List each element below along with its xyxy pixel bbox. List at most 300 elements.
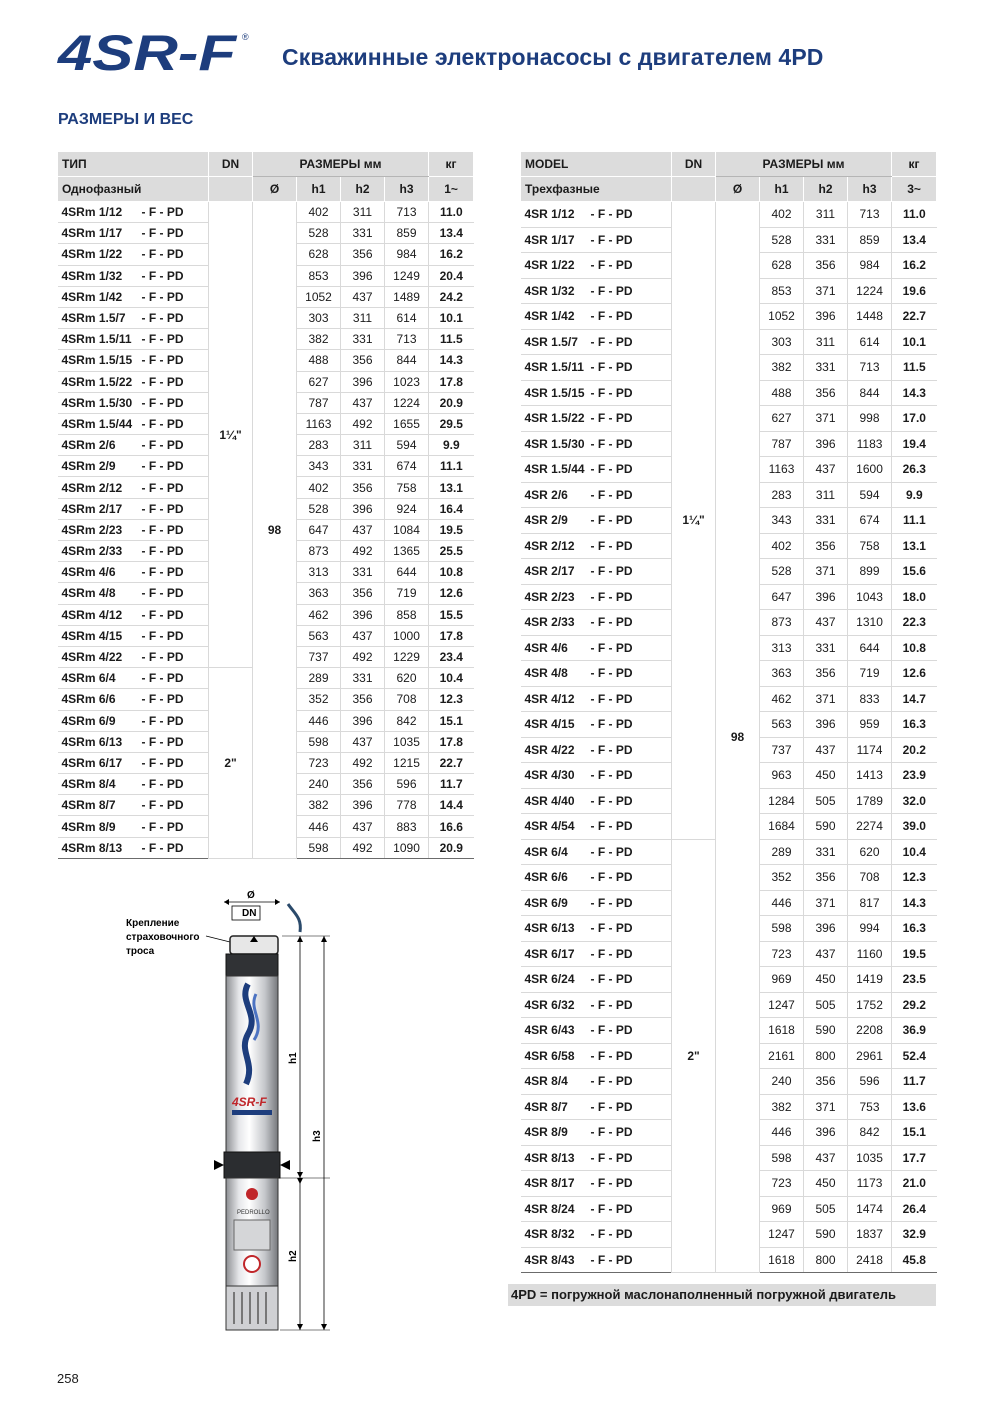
weight-cell: 16.3 — [892, 916, 937, 942]
model-name: 4SR 2/12 — [524, 538, 575, 553]
model-name: 4SRm 2/9 — [61, 459, 116, 474]
model-suffix: - F - PD — [590, 1023, 633, 1038]
model-suffix: - F - PD — [141, 840, 184, 855]
model-cell — [58, 752, 209, 773]
model-cell — [58, 435, 209, 456]
model-name: 4SRm 1/12 — [61, 205, 123, 220]
weight-cell: 19.5 — [892, 941, 937, 967]
model-cell — [58, 350, 209, 371]
motor-logo: PEDROLLO — [237, 1210, 270, 1216]
h3-cell: 984 — [848, 253, 892, 279]
model-suffix: - F - PD — [590, 768, 633, 783]
h2-cell: 505 — [804, 788, 848, 814]
model-cell — [521, 1018, 672, 1044]
weight-cell: 36.9 — [892, 1018, 937, 1044]
model-cell — [521, 763, 672, 789]
h3-cell: 1090 — [385, 837, 429, 858]
h1-cell: 313 — [297, 562, 341, 583]
h1-cell: 598 — [297, 837, 341, 858]
h1-cell: 283 — [760, 482, 804, 508]
h1-cell: 2161 — [760, 1043, 804, 1069]
weight-cell: 52.4 — [892, 1043, 937, 1069]
h1-cell: 853 — [297, 265, 341, 286]
model-cell — [521, 737, 672, 763]
h2-cell: 371 — [804, 890, 848, 916]
h1-cell: 528 — [760, 559, 804, 585]
model-suffix: - F - PD — [590, 921, 633, 936]
dn-label: DN — [242, 908, 257, 919]
model-name: 4SR 1/22 — [524, 258, 575, 273]
h2-cell: 371 — [804, 1094, 848, 1120]
h3-cell: 1035 — [848, 1145, 892, 1171]
model-name: 4SR 4/15 — [524, 717, 575, 732]
h3-cell: 719 — [848, 661, 892, 687]
model-suffix: - F - PD — [590, 793, 633, 808]
col-h1: h1 — [760, 177, 804, 202]
weight-cell: 16.2 — [429, 244, 474, 265]
model-name: 4SR 4/30 — [524, 768, 575, 783]
h2-cell: 505 — [804, 1196, 848, 1222]
model-cell — [521, 355, 672, 381]
model-cell — [521, 278, 672, 304]
model-cell — [58, 774, 209, 795]
h3-cell: 1224 — [385, 392, 429, 413]
col-type: ТИП — [58, 152, 209, 177]
weight-cell: 23.5 — [892, 967, 937, 993]
weight-cell: 23.4 — [429, 646, 474, 667]
h1-cell: 446 — [297, 816, 341, 837]
model-name: 4SRm 1.5/11 — [61, 332, 132, 347]
h3-cell: 1023 — [385, 371, 429, 392]
model-cell — [521, 227, 672, 253]
h1-cell: 1284 — [760, 788, 804, 814]
col-phase: Однофазный — [58, 177, 209, 202]
model-cell — [58, 244, 209, 265]
h3-cell: 883 — [385, 816, 429, 837]
h1-cell: 598 — [760, 1145, 804, 1171]
model-suffix: - F - PD — [141, 544, 184, 559]
col-model: MODEL — [521, 152, 672, 177]
h3-cell: 778 — [385, 795, 429, 816]
model-suffix: - F - PD — [141, 586, 184, 601]
h2-cell: 331 — [804, 508, 848, 534]
model-suffix: - F - PD — [590, 309, 633, 324]
h3-cell: 758 — [848, 533, 892, 559]
weight-cell: 24.2 — [429, 286, 474, 307]
model-cell — [58, 583, 209, 604]
model-cell — [58, 816, 209, 837]
weight-cell: 45.8 — [892, 1247, 937, 1273]
rope-label-3: троса — [126, 946, 155, 957]
weight-cell: 11.7 — [429, 774, 474, 795]
h3-cell: 994 — [848, 916, 892, 942]
h2-cell: 396 — [341, 498, 385, 519]
h3-cell: 984 — [385, 244, 429, 265]
h3-cell: 1084 — [385, 519, 429, 540]
h2-cell: 331 — [804, 635, 848, 661]
model-name: 4SR 6/17 — [524, 946, 575, 961]
model-name: 4SRm 1/22 — [61, 247, 123, 262]
h2-label: h2 — [288, 1250, 299, 1262]
model-name: 4SRm 2/17 — [61, 501, 123, 516]
h1-cell: 737 — [760, 737, 804, 763]
model-cell — [521, 814, 672, 840]
col-diam: Ø — [253, 177, 297, 202]
model-suffix: - F - PD — [590, 1074, 633, 1089]
weight-cell: 22.7 — [892, 304, 937, 330]
model-cell — [58, 413, 209, 434]
h3-cell: 713 — [848, 355, 892, 381]
weight-cell: 10.4 — [892, 839, 937, 865]
h2-cell: 590 — [804, 814, 848, 840]
h3-cell: 2418 — [848, 1247, 892, 1273]
model-cell — [521, 865, 672, 891]
model-suffix: - F - PD — [141, 268, 184, 283]
h1-cell: 446 — [760, 890, 804, 916]
weight-cell: 25.5 — [429, 541, 474, 562]
model-suffix: - F - PD — [141, 311, 184, 326]
model-name: 4SR 4/40 — [524, 793, 575, 808]
model-suffix: - F - PD — [590, 717, 633, 732]
model-name: 4SRm 8/13 — [61, 840, 123, 855]
h2-cell: 356 — [341, 350, 385, 371]
h1-cell: 723 — [760, 1171, 804, 1197]
model-cell — [58, 625, 209, 646]
model-suffix: - F - PD — [590, 666, 633, 681]
h1-cell: 1163 — [760, 457, 804, 483]
model-cell — [58, 307, 209, 328]
model-cell — [521, 1247, 672, 1273]
weight-cell: 15.5 — [429, 604, 474, 625]
h1-cell: 787 — [760, 431, 804, 457]
h1-cell: 462 — [297, 604, 341, 625]
model-cell — [521, 686, 672, 712]
model-name: 4SRm 8/4 — [61, 777, 116, 792]
weight-cell: 10.8 — [892, 635, 937, 661]
h2-cell: 437 — [341, 816, 385, 837]
model-name: 4SRm 1/17 — [61, 226, 123, 241]
model-cell — [521, 1094, 672, 1120]
three-phase-table — [520, 151, 937, 1273]
weight-cell: 23.9 — [892, 763, 937, 789]
model-suffix: - F - PD — [590, 436, 633, 451]
model-name: 4SR 1.5/15 — [524, 385, 585, 400]
h1-cell: 737 — [297, 646, 341, 667]
h2-cell: 505 — [804, 992, 848, 1018]
model-name: 4SRm 2/12 — [61, 480, 123, 495]
model-cell — [521, 916, 672, 942]
weight-cell: 10.8 — [429, 562, 474, 583]
model-name: 4SRm 6/4 — [61, 671, 116, 686]
model-cell — [58, 562, 209, 583]
h2-cell: 396 — [804, 916, 848, 942]
weight-cell: 17.0 — [892, 406, 937, 432]
h2-cell: 437 — [804, 1145, 848, 1171]
model-suffix: - F - PD — [141, 459, 184, 474]
model-suffix: - F - PD — [141, 628, 184, 643]
model-cell — [58, 668, 209, 689]
h1-cell: 627 — [297, 371, 341, 392]
weight-cell: 26.3 — [892, 457, 937, 483]
h3-cell: 859 — [385, 223, 429, 244]
h3-cell: 614 — [848, 329, 892, 355]
footnote: 4PD = погружной маслонаполненный погружной двигатель — [508, 1284, 936, 1306]
pump-top-head — [226, 954, 278, 976]
h2-cell: 492 — [341, 413, 385, 434]
model-name: 4SR 8/7 — [524, 1099, 568, 1114]
h1-cell: 343 — [297, 456, 341, 477]
model-cell — [58, 223, 209, 244]
h1-cell: 446 — [760, 1120, 804, 1146]
model-cell — [521, 406, 672, 432]
weight-cell: 21.0 — [892, 1171, 937, 1197]
motor-logo-dot — [246, 1188, 258, 1200]
model-suffix: - F - PD — [590, 1176, 633, 1191]
h3-cell: 713 — [848, 202, 892, 228]
weight-cell: 18.0 — [892, 584, 937, 610]
h3-cell: 1448 — [848, 304, 892, 330]
model-suffix: - F - PD — [590, 564, 633, 579]
col-dims: РАЗМЕРЫ мм — [253, 152, 429, 177]
weight-cell: 16.2 — [892, 253, 937, 279]
weight-cell: 22.3 — [892, 610, 937, 636]
model-suffix: - F - PD — [590, 1048, 633, 1063]
model-name: 4SRm 1.5/7 — [61, 311, 126, 326]
model-suffix: - F - PD — [590, 1252, 633, 1267]
h3-cell: 644 — [848, 635, 892, 661]
h2-cell: 450 — [804, 1171, 848, 1197]
model-name: 4SR 6/58 — [524, 1048, 575, 1063]
weight-cell: 20.2 — [892, 737, 937, 763]
model-cell — [58, 265, 209, 286]
model-name: 4SRm 1.5/30 — [61, 395, 133, 410]
h1-cell: 382 — [297, 329, 341, 350]
model-name: 4SR 8/13 — [524, 1150, 575, 1165]
rope-label-1: Крепление — [126, 918, 180, 929]
model-suffix: - F - PD — [141, 713, 184, 728]
h3-cell: 1600 — [848, 457, 892, 483]
model-name: 4SR 2/17 — [524, 564, 575, 579]
weight-cell: 11.0 — [892, 202, 937, 228]
model-suffix: - F - PD — [141, 755, 184, 770]
weight-cell: 11.7 — [892, 1069, 937, 1095]
pump-label-band — [232, 1110, 272, 1115]
model-name: 4SRm 4/12 — [61, 607, 123, 622]
weight-cell: 20.4 — [429, 265, 474, 286]
model-suffix: - F - PD — [590, 615, 633, 630]
weight-cell: 11.5 — [429, 329, 474, 350]
model-cell — [521, 967, 672, 993]
model-suffix: - F - PD — [141, 565, 184, 580]
h2-cell: 396 — [341, 371, 385, 392]
model-name: 4SR 1/17 — [524, 232, 575, 247]
h2-cell: 437 — [804, 737, 848, 763]
model-name: 4SRm 8/9 — [61, 819, 116, 834]
model-cell — [521, 661, 672, 687]
h3-cell: 833 — [848, 686, 892, 712]
h1-cell: 528 — [297, 223, 341, 244]
weight-cell: 19.5 — [429, 519, 474, 540]
h2-cell: 492 — [341, 837, 385, 858]
model-name: 4SR 6/13 — [524, 921, 575, 936]
h3-cell: 1413 — [848, 763, 892, 789]
weight-cell: 17.8 — [429, 371, 474, 392]
weight-cell: 17.7 — [892, 1145, 937, 1171]
model-name: 4SRm 2/23 — [61, 522, 123, 537]
diam-value: 98 — [253, 202, 297, 859]
model-name: 4SR 4/6 — [524, 640, 568, 655]
model-cell — [58, 604, 209, 625]
h2-cell: 396 — [804, 712, 848, 738]
h2-cell: 437 — [341, 392, 385, 413]
model-cell — [58, 837, 209, 858]
weight-cell: 13.1 — [429, 477, 474, 498]
model-name: 4SR 1.5/11 — [524, 360, 584, 375]
col-dn: DN — [672, 152, 716, 177]
h2-cell: 437 — [341, 625, 385, 646]
model-name: 4SRm 2/33 — [61, 544, 123, 559]
h2-cell: 437 — [341, 731, 385, 752]
weight-cell: 9.9 — [892, 482, 937, 508]
h3-cell: 708 — [848, 865, 892, 891]
model-cell — [58, 710, 209, 731]
model-suffix: - F - PD — [590, 1227, 633, 1242]
h3-cell: 719 — [385, 583, 429, 604]
h3-cell: 1310 — [848, 610, 892, 636]
h1-cell: 1684 — [760, 814, 804, 840]
h2-cell: 356 — [341, 244, 385, 265]
h2-cell: 396 — [804, 1120, 848, 1146]
model-suffix: - F - PD — [141, 332, 184, 347]
motor-seal — [244, 1256, 260, 1272]
model-suffix: - F - PD — [141, 671, 184, 686]
weight-cell: 12.6 — [892, 661, 937, 687]
model-name: 4SR 8/43 — [524, 1252, 575, 1267]
model-name: 4SRm 6/13 — [61, 734, 123, 749]
h2-cell: 371 — [804, 278, 848, 304]
model-cell — [521, 559, 672, 585]
h1-cell: 853 — [760, 278, 804, 304]
h1-cell: 963 — [760, 763, 804, 789]
weight-cell: 19.4 — [892, 431, 937, 457]
model-suffix: - F - PD — [141, 607, 184, 622]
diam-value: 98 — [716, 202, 760, 1273]
h1-cell: 283 — [297, 435, 341, 456]
model-suffix: - F - PD — [590, 1201, 633, 1216]
model-suffix: - F - PD — [141, 395, 184, 410]
h2-cell: 311 — [804, 202, 848, 228]
weight-cell: 22.7 — [429, 752, 474, 773]
h2-cell: 371 — [804, 559, 848, 585]
model-name: 4SRm 1/32 — [61, 268, 123, 283]
h3-cell: 674 — [385, 456, 429, 477]
model-suffix: - F - PD — [590, 385, 633, 400]
weight-cell: 10.1 — [892, 329, 937, 355]
h3-cell: 899 — [848, 559, 892, 585]
weight-cell: 26.4 — [892, 1196, 937, 1222]
h3-cell: 594 — [385, 435, 429, 456]
model-suffix: - F - PD — [590, 283, 633, 298]
weight-cell: 13.4 — [429, 223, 474, 244]
weight-cell: 10.1 — [429, 307, 474, 328]
model-name: 4SR 2/33 — [524, 615, 575, 630]
model-name: 4SRm 4/6 — [61, 565, 116, 580]
h1-cell: 488 — [760, 380, 804, 406]
h3-cell: 1229 — [385, 646, 429, 667]
h1-cell: 787 — [297, 392, 341, 413]
h1-cell: 382 — [297, 795, 341, 816]
h3-cell: 2274 — [848, 814, 892, 840]
model-suffix: - F - PD — [590, 844, 633, 859]
model-suffix: - F - PD — [590, 997, 633, 1012]
model-name: 4SR 2/23 — [524, 589, 575, 604]
weight-cell: 16.3 — [892, 712, 937, 738]
h3-cell: 596 — [848, 1069, 892, 1095]
h1-cell: 402 — [297, 202, 341, 223]
weight-cell: 20.9 — [429, 837, 474, 858]
h2-cell: 356 — [804, 380, 848, 406]
h2-cell: 396 — [341, 265, 385, 286]
model-name: 4SRm 2/6 — [61, 438, 116, 453]
h1-cell: 647 — [760, 584, 804, 610]
weight-cell: 17.8 — [429, 625, 474, 646]
h1-cell: 240 — [760, 1069, 804, 1095]
h1-cell: 1618 — [760, 1018, 804, 1044]
h1-cell: 240 — [297, 774, 341, 795]
h3-cell: 1035 — [385, 731, 429, 752]
h3-cell: 620 — [848, 839, 892, 865]
h3-cell: 1789 — [848, 788, 892, 814]
model-name: 4SR 1/12 — [524, 207, 575, 222]
col-h2: h2 — [804, 177, 848, 202]
h2-cell: 331 — [804, 227, 848, 253]
h3-cell: 1160 — [848, 941, 892, 967]
model-name: 4SR 1.5/30 — [524, 436, 585, 451]
h3-cell: 713 — [385, 329, 429, 350]
h3-cell: 713 — [385, 202, 429, 223]
h3-cell: 844 — [385, 350, 429, 371]
model-suffix: - F - PD — [590, 232, 633, 247]
model-cell — [58, 646, 209, 667]
cable — [288, 904, 300, 932]
h2-cell: 492 — [341, 646, 385, 667]
model-cell — [521, 584, 672, 610]
model-cell — [521, 941, 672, 967]
model-cell — [521, 329, 672, 355]
model-name: 4SR 1.5/44 — [524, 462, 585, 477]
weight-cell: 17.8 — [429, 731, 474, 752]
col-dn: DN — [209, 152, 253, 177]
model-cell — [521, 890, 672, 916]
h1-cell: 873 — [760, 610, 804, 636]
h1-cell: 1052 — [297, 286, 341, 307]
h1-cell: 289 — [760, 839, 804, 865]
h1-cell: 402 — [297, 477, 341, 498]
h2-cell: 311 — [341, 202, 385, 223]
h2-cell: 356 — [804, 1069, 848, 1095]
h3-cell: 1224 — [848, 278, 892, 304]
weight-cell: 14.7 — [892, 686, 937, 712]
model-suffix: - F - PD — [141, 692, 184, 707]
model-cell — [521, 1171, 672, 1197]
model-cell — [521, 304, 672, 330]
model-suffix: - F - PD — [141, 247, 184, 262]
model-suffix: - F - PD — [141, 522, 184, 537]
weight-cell: 10.4 — [429, 668, 474, 689]
h2-cell: 396 — [804, 584, 848, 610]
h2-cell: 450 — [804, 967, 848, 993]
model-cell — [521, 1196, 672, 1222]
